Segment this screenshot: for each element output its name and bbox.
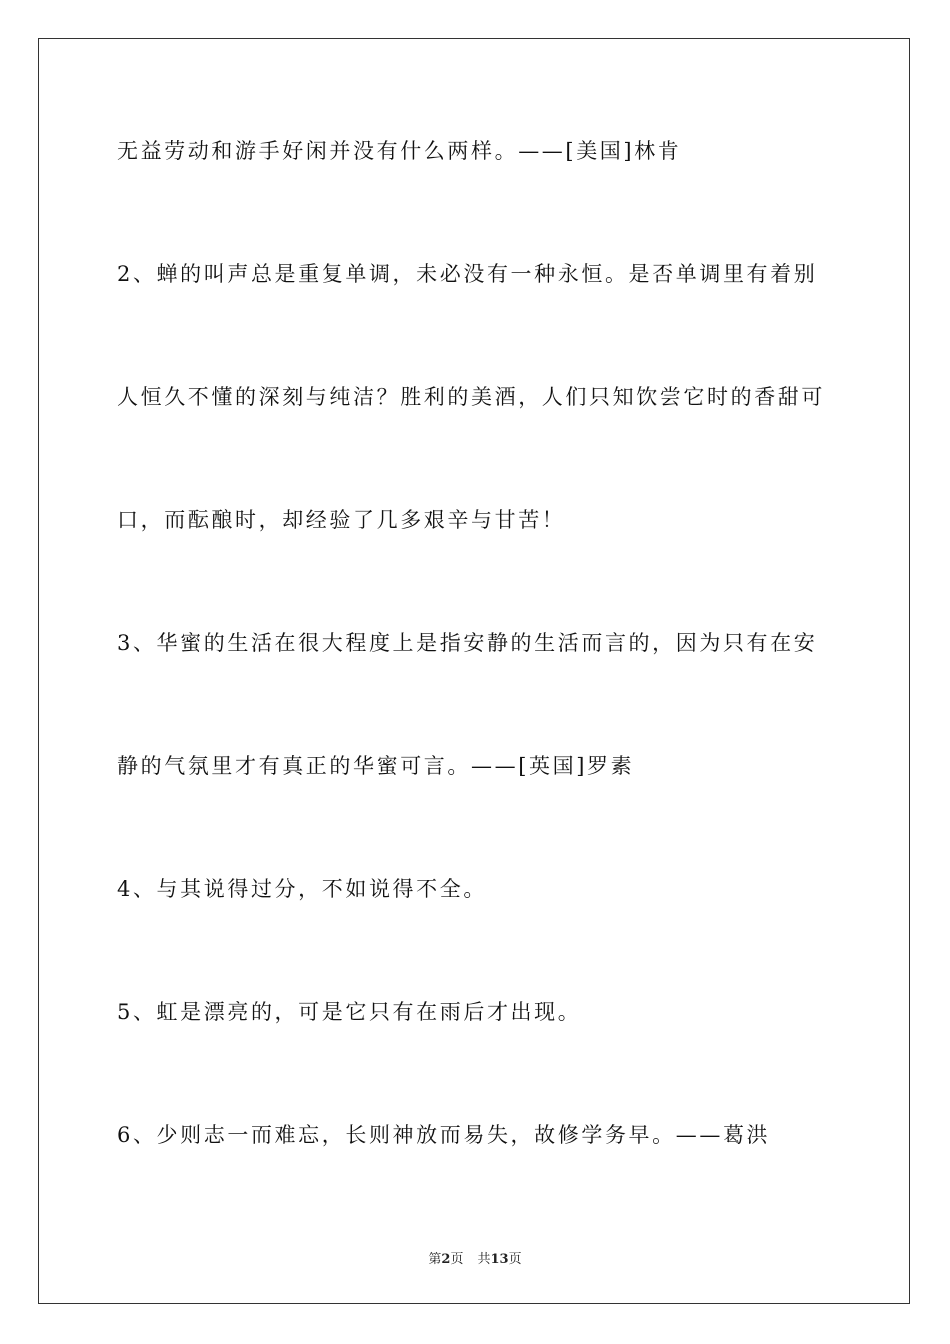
text-line: 2、蝉的叫声总是重复单调，未必没有一种永恒。是否单调里有着别 <box>117 262 818 286</box>
text-line: 5、虹是漂亮的，可是它只有在雨后才出现。 <box>117 1000 582 1024</box>
text-line: 4、与其说得过分，不如说得不全。 <box>117 877 487 901</box>
page-number: 2 <box>441 1252 451 1267</box>
page-prefix: 第 <box>428 1252 442 1267</box>
page-footer <box>0 1248 950 1267</box>
text-line: 无益劳动和游手好闲并没有什么两样。——[美国]林肯 <box>117 139 682 163</box>
page-suffix: 页 <box>450 1252 464 1267</box>
total-suffix: 页 <box>508 1252 522 1267</box>
text-line: 静的气氛里才有真正的华蜜可言。——[英国]罗素 <box>117 754 635 778</box>
text-line: 3、华蜜的生活在很大程度上是指安静的生活而言的，因为只有在安 <box>117 631 818 655</box>
text-line: 6、少则志一而难忘，长则神放而易失，故修学务早。——葛洪 <box>117 1123 771 1147</box>
text-line: 口，而酝酿时，却经验了几多艰辛与甘苦！ <box>117 508 566 532</box>
text-line: 人恒久不懂的深刻与纯洁？胜利的美酒，人们只知饮尝它时的香甜可 <box>117 385 825 409</box>
total-prefix: 共 <box>477 1252 491 1267</box>
page-border <box>38 38 910 1304</box>
total-pages: 13 <box>490 1252 509 1267</box>
